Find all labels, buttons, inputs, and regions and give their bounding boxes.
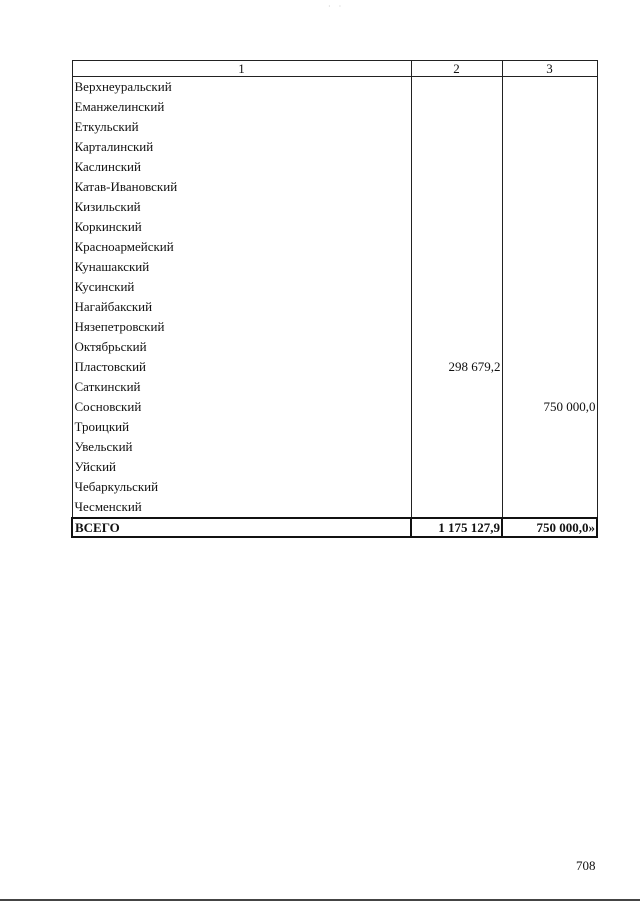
total-col-2: 1 175 127,9 <box>411 518 502 537</box>
district-name: Карталинский <box>72 137 411 157</box>
district-name: Катав-Ивановский <box>72 177 411 197</box>
district-name: Саткинский <box>72 377 411 397</box>
table-row <box>72 457 597 477</box>
district-name: Верхнеуральский <box>72 77 411 98</box>
district-name: Сосновский <box>72 397 411 417</box>
table-row <box>72 277 597 297</box>
value-col-3 <box>502 197 597 217</box>
header-col-1: 1 <box>72 61 411 77</box>
district-name: Чесменский <box>72 497 411 518</box>
district-name: Кунашакский <box>72 257 411 277</box>
table-row <box>72 137 597 157</box>
value-col-2 <box>411 97 502 117</box>
table-row <box>72 217 597 237</box>
total-col-3: 750 000,0» <box>502 518 597 537</box>
bottom-rule <box>0 899 640 901</box>
table-row <box>72 257 597 277</box>
value-col-3 <box>502 477 597 497</box>
value-col-3 <box>502 77 597 98</box>
table-row <box>72 437 597 457</box>
table-row <box>72 297 597 317</box>
value-col-3 <box>502 417 597 437</box>
table-row <box>72 357 597 377</box>
value-col-3 <box>502 357 597 377</box>
table-row <box>72 197 597 217</box>
value-col-3 <box>502 117 597 137</box>
table-row <box>72 317 597 337</box>
table-row <box>72 157 597 177</box>
value-col-3 <box>502 217 597 237</box>
value-col-2 <box>411 257 502 277</box>
value-col-2 <box>411 297 502 317</box>
value-col-3 <box>502 257 597 277</box>
table-row <box>72 477 597 497</box>
table-header <box>72 61 597 77</box>
value-col-2 <box>411 277 502 297</box>
value-col-3 <box>502 337 597 357</box>
value-col-3 <box>502 317 597 337</box>
value-col-3 <box>502 177 597 197</box>
district-name: Октябрьский <box>72 337 411 357</box>
value-col-3 <box>502 137 597 157</box>
scan-speck: · · <box>328 2 345 11</box>
value-col-2 <box>411 377 502 397</box>
district-name: Чебаркульский <box>72 477 411 497</box>
value-col-2 <box>411 137 502 157</box>
page-number: 708 <box>576 858 596 873</box>
value-col-2 <box>411 197 502 217</box>
district-name: Кизильский <box>72 197 411 217</box>
table-row <box>72 77 597 98</box>
header-row <box>72 61 597 77</box>
value-col-2 <box>411 457 502 477</box>
value-col-3 <box>502 157 597 177</box>
district-name: Пластовский <box>72 357 411 377</box>
table-row <box>72 377 597 397</box>
district-name: Еткульский <box>72 117 411 137</box>
value-col-2 <box>411 157 502 177</box>
table-row <box>72 177 597 197</box>
value-col-3 <box>502 457 597 477</box>
value-col-2 <box>411 77 502 98</box>
table-row <box>72 237 597 257</box>
value-col-2 <box>411 317 502 337</box>
table-row <box>72 417 597 437</box>
district-name: Еманжелинский <box>72 97 411 117</box>
value-col-2 <box>411 117 502 137</box>
district-name: Каслинский <box>72 157 411 177</box>
value-col-3: 750 000,0 <box>502 397 597 417</box>
value-col-3 <box>502 97 597 117</box>
table-row <box>72 497 597 518</box>
district-name: Троицкий <box>72 417 411 437</box>
district-name: Кусинский <box>72 277 411 297</box>
value-col-3 <box>502 377 597 397</box>
district-name: Уйский <box>72 457 411 477</box>
district-name: Нагайбакский <box>72 297 411 317</box>
value-col-3 <box>502 237 597 257</box>
value-col-2: 298 679,2 <box>411 357 502 377</box>
value-col-2 <box>411 237 502 257</box>
table-row <box>72 397 597 417</box>
total-label: ВСЕГО <box>72 518 411 537</box>
table-body <box>72 77 597 538</box>
value-col-3 <box>502 277 597 297</box>
district-name: Коркинский <box>72 217 411 237</box>
header-col-3: 3 <box>502 61 597 77</box>
value-col-3 <box>502 297 597 317</box>
value-col-2 <box>411 497 502 518</box>
district-name: Красноармейский <box>72 237 411 257</box>
table-row <box>72 337 597 357</box>
total-row <box>72 518 597 537</box>
value-col-2 <box>411 437 502 457</box>
value-col-2 <box>411 397 502 417</box>
value-col-2 <box>411 337 502 357</box>
table-row <box>72 97 597 117</box>
budget-table <box>71 60 598 538</box>
table-row <box>72 117 597 137</box>
header-col-2: 2 <box>411 61 502 77</box>
value-col-3 <box>502 497 597 518</box>
value-col-2 <box>411 417 502 437</box>
district-name: Нязепетровский <box>72 317 411 337</box>
value-col-2 <box>411 217 502 237</box>
value-col-3 <box>502 437 597 457</box>
value-col-2 <box>411 177 502 197</box>
value-col-2 <box>411 477 502 497</box>
district-name: Увельский <box>72 437 411 457</box>
